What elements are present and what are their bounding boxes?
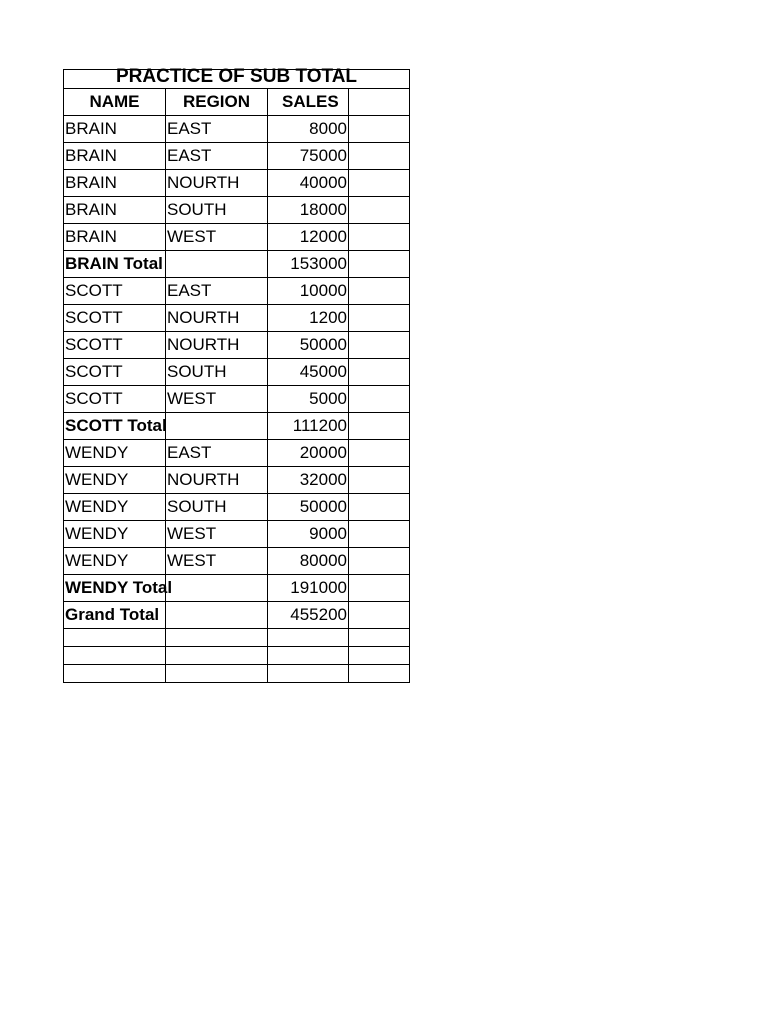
empty-cell[interactable]	[349, 665, 410, 683]
table-title-cell[interactable]	[64, 66, 410, 89]
header-row	[64, 89, 410, 116]
empty-cell[interactable]	[268, 629, 349, 647]
table-title: PRACTICE OF SUB TOTAL	[116, 66, 358, 87]
name-cell[interactable]: WENDY	[64, 521, 166, 548]
sales-cell[interactable]: 1200	[268, 305, 349, 332]
name-cell[interactable]: WENDY	[64, 467, 166, 494]
empty-cell[interactable]	[349, 494, 410, 521]
total-row	[64, 413, 410, 440]
total-sales-cell[interactable]: 153000	[268, 251, 349, 278]
empty-cell[interactable]	[349, 629, 410, 647]
empty-cell[interactable]	[349, 197, 410, 224]
name-cell[interactable]: BRAIN	[64, 143, 166, 170]
region-cell[interactable]: WEST	[166, 224, 268, 251]
empty-cell[interactable]	[349, 251, 410, 278]
region-cell[interactable]: EAST	[166, 143, 268, 170]
total-label-cell[interactable]: SCOTT Total	[64, 413, 166, 440]
empty-cell[interactable]	[349, 440, 410, 467]
table-row	[64, 197, 410, 224]
table-row	[64, 521, 410, 548]
table-row	[64, 116, 410, 143]
blank-row	[64, 647, 410, 665]
empty-cell[interactable]	[64, 629, 166, 647]
empty-cell[interactable]	[166, 665, 268, 683]
empty-cell[interactable]	[349, 386, 410, 413]
name-cell[interactable]: SCOTT	[64, 278, 166, 305]
header-region[interactable]: REGION	[166, 89, 268, 116]
header-empty[interactable]	[349, 89, 410, 116]
sales-cell[interactable]: 32000	[268, 467, 349, 494]
empty-cell[interactable]	[349, 116, 410, 143]
region-cell[interactable]: SOUTH	[166, 494, 268, 521]
title-row	[64, 70, 410, 89]
region-cell[interactable]: EAST	[166, 440, 268, 467]
region-cell[interactable]: WEST	[166, 521, 268, 548]
total-row	[64, 602, 410, 629]
total-label-cell[interactable]: BRAIN Total	[64, 251, 166, 278]
empty-cell[interactable]	[349, 332, 410, 359]
empty-cell[interactable]	[349, 278, 410, 305]
region-cell[interactable]: NOURTH	[166, 467, 268, 494]
empty-cell[interactable]	[349, 224, 410, 251]
sales-cell[interactable]: 18000	[268, 197, 349, 224]
name-cell[interactable]: BRAIN	[64, 116, 166, 143]
name-cell[interactable]: WENDY	[64, 440, 166, 467]
table-row	[64, 548, 410, 575]
region-cell[interactable]: SOUTH	[166, 197, 268, 224]
region-cell[interactable]: NOURTH	[166, 305, 268, 332]
empty-cell[interactable]	[349, 521, 410, 548]
name-cell[interactable]: SCOTT	[64, 359, 166, 386]
name-cell[interactable]: BRAIN	[64, 170, 166, 197]
table-row	[64, 494, 410, 521]
sales-cell[interactable]: 9000	[268, 521, 349, 548]
table-row	[64, 278, 410, 305]
table-row	[64, 170, 410, 197]
total-sales-cell[interactable]: 455200	[268, 602, 349, 629]
name-cell[interactable]: BRAIN	[64, 197, 166, 224]
header-name[interactable]: NAME	[64, 89, 166, 116]
table-row	[64, 332, 410, 359]
table-row	[64, 224, 410, 251]
region-cell[interactable]	[166, 575, 268, 602]
empty-cell[interactable]	[268, 647, 349, 665]
table-row	[64, 386, 410, 413]
region-cell[interactable]: WEST	[166, 386, 268, 413]
region-cell[interactable]: WEST	[166, 548, 268, 575]
region-cell[interactable]	[166, 251, 268, 278]
total-sales-cell[interactable]: 191000	[268, 575, 349, 602]
empty-cell[interactable]	[349, 413, 410, 440]
empty-cell[interactable]	[349, 647, 410, 665]
table-row	[64, 305, 410, 332]
name-cell[interactable]: SCOTT	[64, 332, 166, 359]
sales-table	[63, 66, 410, 683]
sales-cell[interactable]: 8000	[268, 116, 349, 143]
sales-cell[interactable]: 50000	[268, 494, 349, 521]
spreadsheet	[63, 66, 410, 683]
empty-cell[interactable]	[349, 575, 410, 602]
empty-cell[interactable]	[349, 359, 410, 386]
name-cell[interactable]: SCOTT	[64, 386, 166, 413]
name-cell[interactable]: WENDY	[64, 494, 166, 521]
sales-cell[interactable]: 45000	[268, 359, 349, 386]
empty-cell[interactable]	[349, 602, 410, 629]
blank-row	[64, 629, 410, 647]
empty-cell[interactable]	[349, 467, 410, 494]
empty-cell[interactable]	[64, 665, 166, 683]
table-row	[64, 440, 410, 467]
blank-row	[64, 665, 410, 683]
name-cell[interactable]: SCOTT	[64, 305, 166, 332]
total-row	[64, 575, 410, 602]
region-cell[interactable]: NOURTH	[166, 332, 268, 359]
sales-cell[interactable]: 20000	[268, 440, 349, 467]
empty-cell[interactable]	[64, 647, 166, 665]
sales-cell[interactable]: 10000	[268, 278, 349, 305]
region-cell[interactable]: SOUTH	[166, 359, 268, 386]
empty-cell[interactable]	[349, 305, 410, 332]
total-row	[64, 251, 410, 278]
empty-cell[interactable]	[166, 629, 268, 647]
name-cell[interactable]: BRAIN	[64, 224, 166, 251]
region-cell[interactable]: EAST	[166, 116, 268, 143]
total-sales-cell[interactable]: 111200	[268, 413, 349, 440]
sales-cell[interactable]: 40000	[268, 170, 349, 197]
region-cell[interactable]	[166, 413, 268, 440]
total-label-cell[interactable]: WENDY Total	[64, 575, 166, 602]
empty-cell[interactable]	[349, 548, 410, 575]
sales-cell[interactable]: 5000	[268, 386, 349, 413]
sales-cell[interactable]: 75000	[268, 143, 349, 170]
region-cell[interactable]: NOURTH	[166, 170, 268, 197]
total-label-cell[interactable]: Grand Total	[64, 602, 166, 629]
header-sales[interactable]: SALES	[268, 89, 349, 116]
empty-cell[interactable]	[166, 647, 268, 665]
empty-cell[interactable]	[349, 170, 410, 197]
table-row	[64, 359, 410, 386]
empty-cell[interactable]	[349, 143, 410, 170]
table-row	[64, 467, 410, 494]
sales-cell[interactable]: 12000	[268, 224, 349, 251]
name-cell[interactable]: WENDY	[64, 548, 166, 575]
table-row	[64, 143, 410, 170]
sales-cell[interactable]: 50000	[268, 332, 349, 359]
sales-cell[interactable]: 80000	[268, 548, 349, 575]
region-cell[interactable]	[166, 602, 268, 629]
empty-cell[interactable]	[268, 665, 349, 683]
region-cell[interactable]: EAST	[166, 278, 268, 305]
